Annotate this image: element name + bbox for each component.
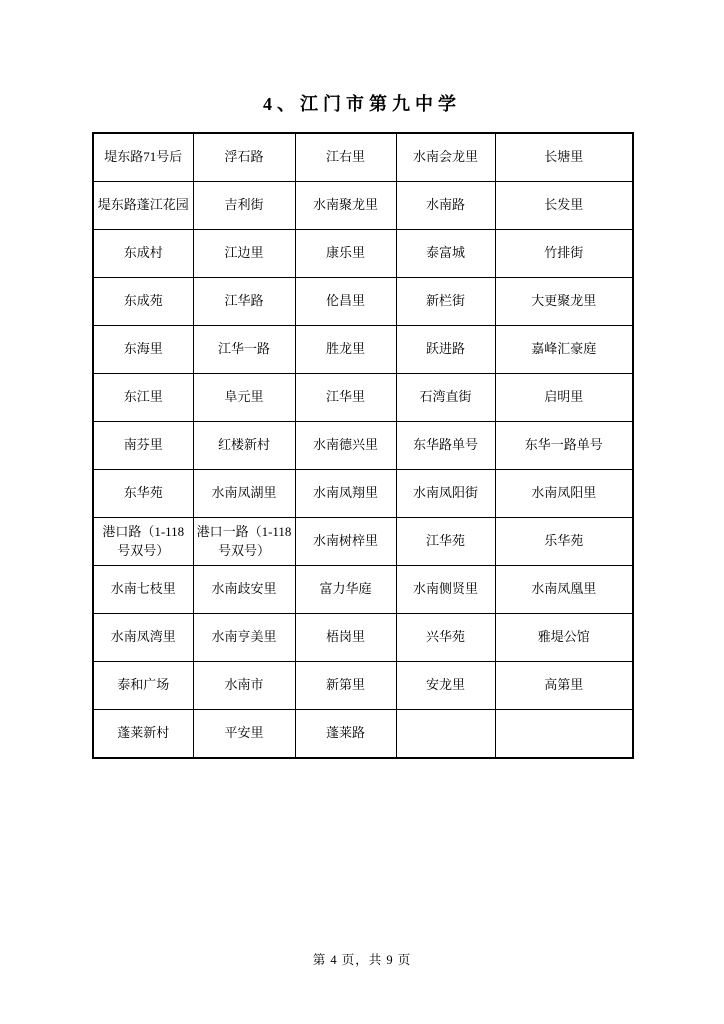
table-cell: 水南歧安里 (193, 566, 295, 614)
table-cell: 江华里 (295, 374, 396, 422)
table-cell (396, 710, 495, 759)
table-cell: 新栏街 (396, 278, 495, 326)
table-cell: 兴华苑 (396, 614, 495, 662)
table-cell: 水南凤湖里 (193, 470, 295, 518)
table-cell (495, 710, 633, 759)
table-cell: 水南市 (193, 662, 295, 710)
table-cell: 高第里 (495, 662, 633, 710)
table-cell: 蓬莱新村 (93, 710, 193, 759)
table-cell: 东海里 (93, 326, 193, 374)
area-table (92, 132, 634, 759)
table-cell: 水南凤湾里 (93, 614, 193, 662)
table-cell: 平安里 (193, 710, 295, 759)
table-cell: 水南七枝里 (93, 566, 193, 614)
area-table-body (93, 133, 633, 758)
table-cell: 水南凤阳街 (396, 470, 495, 518)
table-cell: 东江里 (93, 374, 193, 422)
table-row (93, 374, 633, 422)
table-cell: 江华一路 (193, 326, 295, 374)
table-cell: 江华路 (193, 278, 295, 326)
table-cell: 新第里 (295, 662, 396, 710)
table-cell: 水南路 (396, 182, 495, 230)
table-cell: 康乐里 (295, 230, 396, 278)
page-title: 4、江门市第九中学 (263, 94, 461, 114)
table-cell: 长塘里 (495, 133, 633, 182)
table-cell: 梧岗里 (295, 614, 396, 662)
table-cell: 安龙里 (396, 662, 495, 710)
table-cell: 乐华苑 (495, 518, 633, 566)
table-cell: 启明里 (495, 374, 633, 422)
table-cell: 水南会龙里 (396, 133, 495, 182)
table-cell: 竹排街 (495, 230, 633, 278)
table-cell: 蓬莱路 (295, 710, 396, 759)
table-row (93, 278, 633, 326)
table-row (93, 518, 633, 566)
table-row (93, 710, 633, 759)
table-cell: 泰富城 (396, 230, 495, 278)
table-cell: 江华苑 (396, 518, 495, 566)
table-cell: 水南树梓里 (295, 518, 396, 566)
table-cell: 吉利街 (193, 182, 295, 230)
table-cell: 港口一路（1-118号双号） (193, 518, 295, 566)
table-cell: 富力华庭 (295, 566, 396, 614)
table-cell: 水南聚龙里 (295, 182, 396, 230)
table-row (93, 470, 633, 518)
table-row (93, 566, 633, 614)
table-cell: 江右里 (295, 133, 396, 182)
table-cell: 胜龙里 (295, 326, 396, 374)
table-row (93, 133, 633, 182)
table-cell: 伦昌里 (295, 278, 396, 326)
table-cell: 东华一路单号 (495, 422, 633, 470)
table-cell: 水南侧贤里 (396, 566, 495, 614)
table-row (93, 230, 633, 278)
table-cell: 大更聚龙里 (495, 278, 633, 326)
table-cell: 水南凤阳里 (495, 470, 633, 518)
table-cell: 水南德兴里 (295, 422, 396, 470)
table-cell: 东成苑 (93, 278, 193, 326)
table-cell: 长发里 (495, 182, 633, 230)
table-cell: 东华苑 (93, 470, 193, 518)
table-cell: 堤东路71号后 (93, 133, 193, 182)
table-cell: 东华路单号 (396, 422, 495, 470)
table-cell: 浮石路 (193, 133, 295, 182)
table-cell: 水南凤翔里 (295, 470, 396, 518)
table-cell: 水南凤凰里 (495, 566, 633, 614)
table-cell: 江边里 (193, 230, 295, 278)
table-cell: 堤东路蓬江花园 (93, 182, 193, 230)
table-cell: 嘉峰汇豪庭 (495, 326, 633, 374)
table-cell: 东成村 (93, 230, 193, 278)
table-cell: 水南亨美里 (193, 614, 295, 662)
table-row (93, 662, 633, 710)
table-cell: 港口路（1-118号双号） (93, 518, 193, 566)
table-cell: 跃进路 (396, 326, 495, 374)
table-row (93, 614, 633, 662)
table-row (93, 422, 633, 470)
page-number-footer: 第 4 页，共 9 页 (312, 953, 412, 967)
table-row (93, 182, 633, 230)
table-cell: 红楼新村 (193, 422, 295, 470)
table-cell: 泰和广场 (93, 662, 193, 710)
table-row (93, 326, 633, 374)
table-cell: 石湾直街 (396, 374, 495, 422)
table-cell: 雅堤公馆 (495, 614, 633, 662)
table-cell: 阜元里 (193, 374, 295, 422)
table-cell: 南芬里 (93, 422, 193, 470)
